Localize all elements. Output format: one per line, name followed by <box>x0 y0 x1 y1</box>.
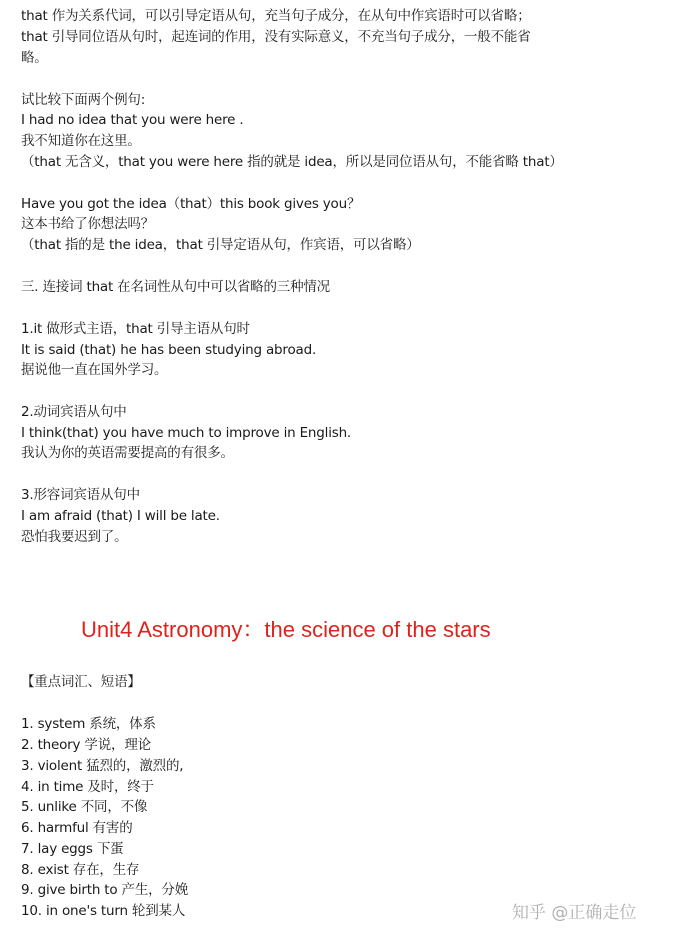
case-heading: 1.it 做形式主语，that 引导主语从句时 <box>21 321 250 337</box>
paragraph-line: 略。 <box>21 50 48 66</box>
case-heading: 2.动词宾语从句中 <box>21 404 127 420</box>
section-heading: 三. 连接词 that 在名词性从句中可以省略的三种情况 <box>21 279 330 295</box>
example-chinese: 这本书给了你想法吗？ <box>21 216 154 232</box>
vocab-item: 9. give birth to 产生，分娩 <box>21 882 189 898</box>
vocab-item: 1. system 系统，体系 <box>21 716 156 732</box>
case-example-chinese: 我认为你的英语需要提高的有很多。 <box>21 445 234 461</box>
case-example-english: It is said (that) he has been studying abroad. <box>21 342 317 358</box>
vocab-item: 7. lay eggs 下蛋 <box>21 841 124 857</box>
example-english: I had no idea that you were here . <box>21 112 244 128</box>
vocab-item: 5. unlike 不同，不像 <box>21 799 148 815</box>
vocab-item: 3. violent 猛烈的，激烈的, <box>21 758 184 774</box>
paragraph-line: that 作为关系代词，可以引导定语从句，充当句子成分，在从句中作宾语时可以省略； <box>21 8 531 24</box>
unit-title: Unit4 Astronomy：the science of the stars <box>81 617 491 642</box>
case-example-chinese: 据说他一直在国外学习。 <box>21 362 168 378</box>
case-example-english: I think(that) you have much to improve in English. <box>21 425 352 441</box>
compare-intro: 试比较下面两个例句: <box>21 92 146 108</box>
vocab-heading: 【重点词汇、短语】 <box>21 674 141 690</box>
vocab-item: 6. harmful 有害的 <box>21 820 133 836</box>
paragraph-line: that 引导同位语从句时，起连词的作用，没有实际意义，不充当句子成分，一般不能省 <box>21 29 531 45</box>
vocab-item: 10. in one's turn 轮到某人 <box>21 903 186 919</box>
case-heading: 3.形容词宾语从句中 <box>21 487 140 503</box>
vocab-item: 4. in time 及时，终于 <box>21 779 154 795</box>
example-chinese: 我不知道你在这里。 <box>21 133 141 149</box>
example-english: Have you got the idea（that）this book gives you？ <box>21 196 361 212</box>
example-note: （that 无含义，that you were here 指的就是 idea，所以是同位语从句，不能省略 that） <box>21 154 563 170</box>
vocab-item: 2. theory 学说，理论 <box>21 737 151 753</box>
example-note: （that 指的是 the idea，that 引导定语从句，作宾语，可以省略） <box>21 237 420 253</box>
zhihu-watermark: 知乎 @正确走位 <box>512 903 637 923</box>
case-example-chinese: 恐怕我要迟到了。 <box>21 529 128 545</box>
vocab-item: 8. exist 存在，生存 <box>21 862 140 878</box>
case-example-english: I am afraid (that) I will be late. <box>21 508 220 524</box>
